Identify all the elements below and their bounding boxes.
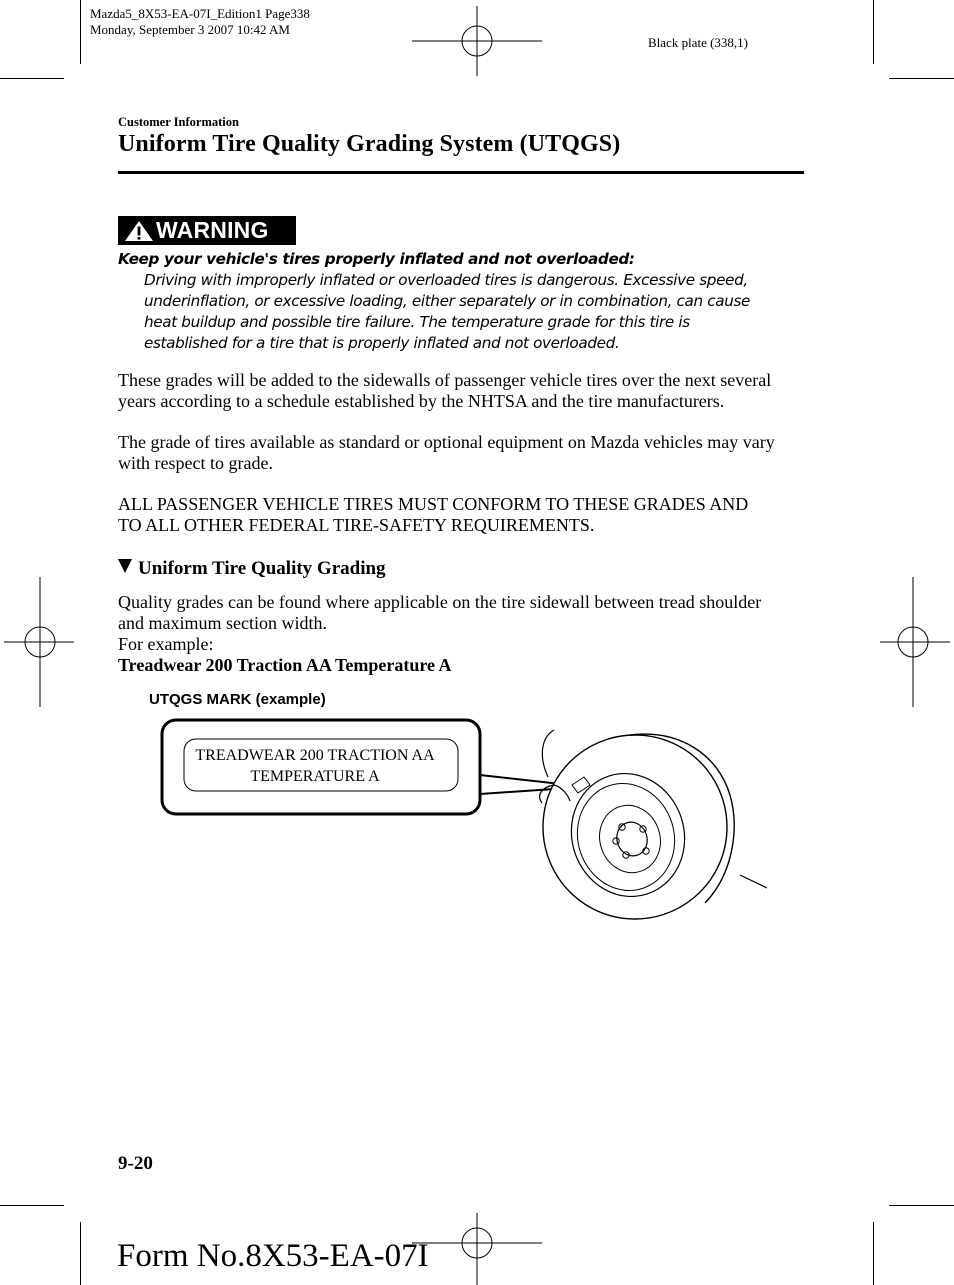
warning-line: Driving with improperly inflated or overloaded tires is dangerous. Excessive speed, (144, 271, 748, 289)
figure-caption: UTQGS MARK (example) (149, 691, 326, 708)
paragraph (118, 494, 818, 536)
utqgs-mark-text (186, 745, 444, 787)
mark-line: TREADWEAR 200 TRACTION AA (195, 747, 435, 764)
title-rule (118, 171, 804, 174)
warning-label: WARNING (156, 217, 269, 243)
paragraph-line: ALL PASSENGER VEHICLE TIRES MUST CONFORM TO THESE GRADES AND (118, 494, 749, 514)
mark-line: TEMPERATURE A (250, 768, 380, 785)
crop-mark (889, 78, 954, 79)
subsection-heading (118, 558, 386, 580)
form-number: Form No.8X53-EA-07I (117, 1238, 429, 1274)
subsection-heading-text: Uniform Tire Quality Grading (138, 558, 386, 579)
crop-mark (0, 78, 64, 79)
registration-mark-icon (4, 577, 74, 707)
crop-mark (80, 1222, 81, 1285)
page-title: Uniform Tire Quality Grading System (UTQGS) (118, 131, 621, 157)
crop-mark (889, 1205, 954, 1206)
paragraph-line: For example: (118, 634, 214, 654)
warning-triangle-icon (124, 220, 154, 242)
registration-mark-icon (880, 577, 950, 707)
paragraph-line: and maximum section width. (118, 613, 327, 633)
plate-info: Black plate (338,1) (648, 35, 748, 50)
print-info (90, 6, 310, 38)
crop-mark (873, 1222, 874, 1285)
crop-mark (80, 0, 81, 64)
print-info-line: Monday, September 3 2007 10:42 AM (90, 22, 290, 37)
crop-mark (873, 0, 874, 64)
print-info-line: Mazda5_8X53-EA-07I_Edition1 Page338 (90, 6, 310, 21)
paragraph-line: The grade of tires available as standard or optional equipment on Mazda vehicles may vary (118, 432, 775, 452)
paragraph-line: These grades will be added to the sidewalls of passenger vehicle tires over the next several (118, 370, 772, 390)
warning-body (118, 249, 818, 354)
warning-badge (118, 216, 296, 245)
section-label: Customer Information (118, 115, 239, 129)
paragraph-line: TO ALL OTHER FEDERAL TIRE-SAFETY REQUIREMENTS. (118, 515, 595, 535)
warning-heading: Keep your vehicle's tires properly inflated and not overloaded: (118, 250, 635, 268)
paragraph (118, 370, 818, 412)
page-number: 9-20 (118, 1153, 153, 1174)
paragraph-line: Quality grades can be found where applicable on the tire sidewall between tread shoulder (118, 592, 762, 612)
paragraph (118, 432, 818, 474)
paragraph-line: with respect to grade. (118, 453, 273, 473)
paragraph-line: years according to a schedule established by the NHTSA and the tire manufacturers. (118, 391, 725, 411)
subsection-body (118, 592, 818, 676)
section-triangle-icon (118, 559, 132, 573)
registration-mark-icon (412, 1213, 542, 1285)
crop-mark (0, 1205, 64, 1206)
registration-mark-icon (412, 6, 542, 76)
warning-detail (118, 270, 818, 354)
warning-line: established for a tire that is properly inflated and not overloaded. (144, 334, 620, 352)
example-text: Treadwear 200 Traction AA Temperature A (118, 655, 452, 675)
warning-line: heat buildup and possible tire failure. The temperature grade for this tire is (144, 313, 690, 331)
warning-line: underinflation, or excessive loading, either separately or in combination, can cause (144, 292, 751, 310)
